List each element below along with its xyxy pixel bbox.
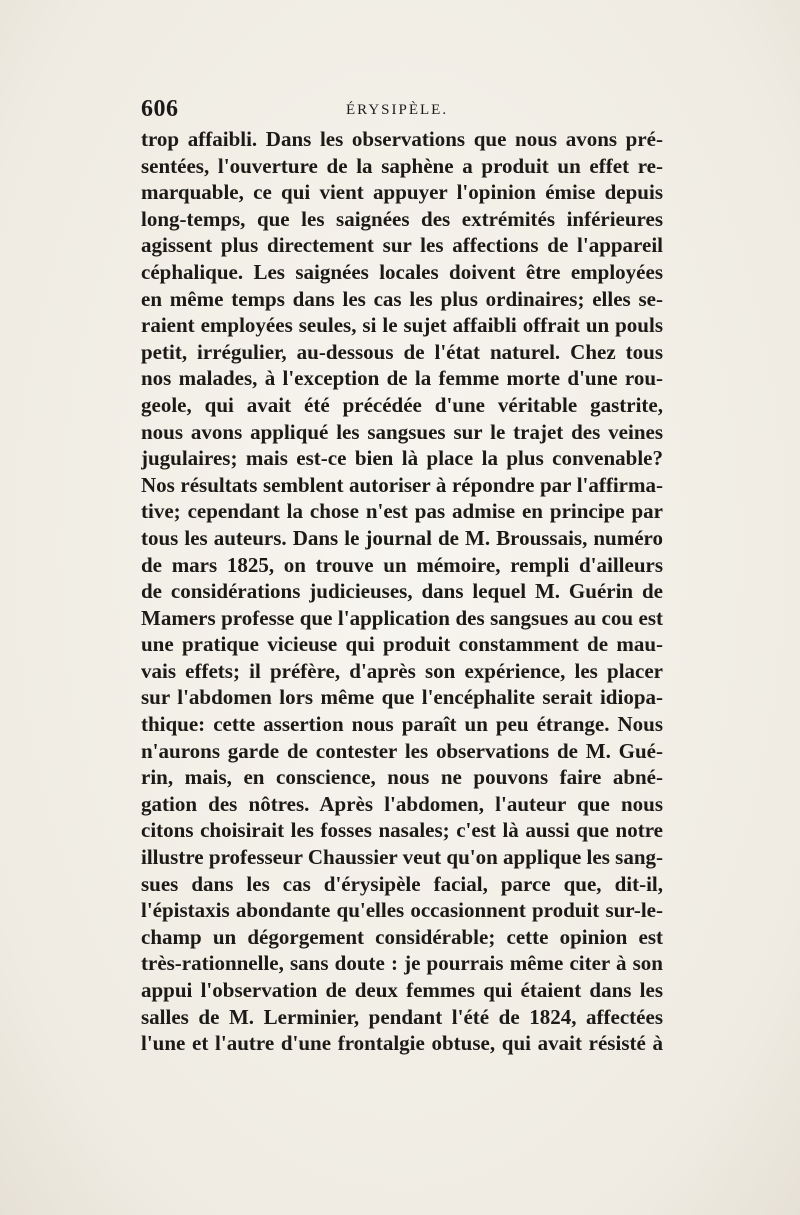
text-line: de considérations judicieuses, dans lequel M. Guérin de xyxy=(141,579,663,604)
text-line: champ un dégorgement considérable; cette opinion est xyxy=(141,924,663,949)
running-title: ÉRYSIPÈLE. xyxy=(346,102,449,118)
text-line: appui l'observation de deux femmes qui étaient dans les xyxy=(141,978,663,1002)
text-line: thique: cette assertion nous paraît un peu étrange. Nous xyxy=(141,712,663,737)
text-line: l'épistaxis abondante qu'elles occasionnent produit sur-le- xyxy=(141,898,663,923)
text-line: n'aurons garde de contester les observations de M. Gué- xyxy=(141,738,663,763)
text-line: raient employées seules, si le sujet affaibli offrait un pouls xyxy=(141,313,663,338)
text-line: une pratique vicieuse qui produit constamment de mau- xyxy=(141,632,663,657)
text-line: nos malades, à l'exception de la femme morte d'une rou- xyxy=(141,366,663,391)
text-line: nous avons appliqué les sangsues sur le trajet des veines xyxy=(141,419,663,444)
text-line: agissent plus directement sur les affections de l'appareil xyxy=(141,233,663,258)
text-line: tous les auteurs. Dans le journal de M. Broussais, numéro xyxy=(141,525,663,550)
text-line: rin, mais, en conscience, nous ne pouvons faire abné- xyxy=(141,765,663,790)
text-line: petit, irrégulier, au-dessous de l'état naturel. Chez tous xyxy=(141,339,663,364)
text-line: geole, qui avait été précédée d'une véritable gastrite, xyxy=(141,392,663,417)
text-line: trop affaibli. Dans les observations que nous avons pré- xyxy=(141,127,663,151)
text-line: citons choisirait les fosses nasales; c'est là aussi que notre xyxy=(141,818,663,843)
text-line: sentées, l'ouverture de la saphène a produit un effet re- xyxy=(141,153,663,178)
text-line: Nos résultats semblent autoriser à répondre par l'affirma- xyxy=(141,472,663,497)
text-line: céphalique. Les saignées locales doivent être employées xyxy=(141,259,663,284)
text-line: long-temps, que les saignées des extrémités inférieures xyxy=(141,206,663,231)
text-line: sur l'abdomen lors même que l'encéphalite serait idiopa- xyxy=(141,685,663,710)
text-line: tive; cependant la chose n'est pas admise en principe par xyxy=(141,499,663,524)
text-line: en même temps dans les cas les plus ordinaires; elles se- xyxy=(141,286,663,311)
text-line: salles de M. Lerminier, pendant l'été de 1824, affectées xyxy=(141,1004,663,1029)
page-number: 606 xyxy=(141,96,179,122)
body-text xyxy=(141,126,663,1057)
text-line: l'une et l'autre d'une frontalgie obtuse, qui avait résisté à xyxy=(141,1031,663,1056)
text-line: illustre professeur Chaussier veut qu'on applique les sang- xyxy=(141,845,663,870)
text-line: jugulaires; mais est-ce bien là place la plus convenable? xyxy=(141,446,663,471)
text-line: de mars 1825, on trouve un mémoire, rempli d'ailleurs xyxy=(141,552,663,577)
text-line: marquable, ce qui vient appuyer l'opinion émise depuis xyxy=(141,180,663,205)
text-line: vais effets; il préfère, d'après son expérience, les placer xyxy=(141,658,663,683)
text-line: gation des nôtres. Après l'abdomen, l'auteur que nous xyxy=(141,791,663,816)
page-header xyxy=(141,96,663,124)
text-line: très-rationnelle, sans doute : je pourrais même citer à son xyxy=(141,951,663,976)
text-line: sues dans les cas d'érysipèle facial, parce que, dit-il, xyxy=(141,871,663,896)
text-line: Mamers professe que l'application des sangsues au cou est xyxy=(141,605,663,630)
